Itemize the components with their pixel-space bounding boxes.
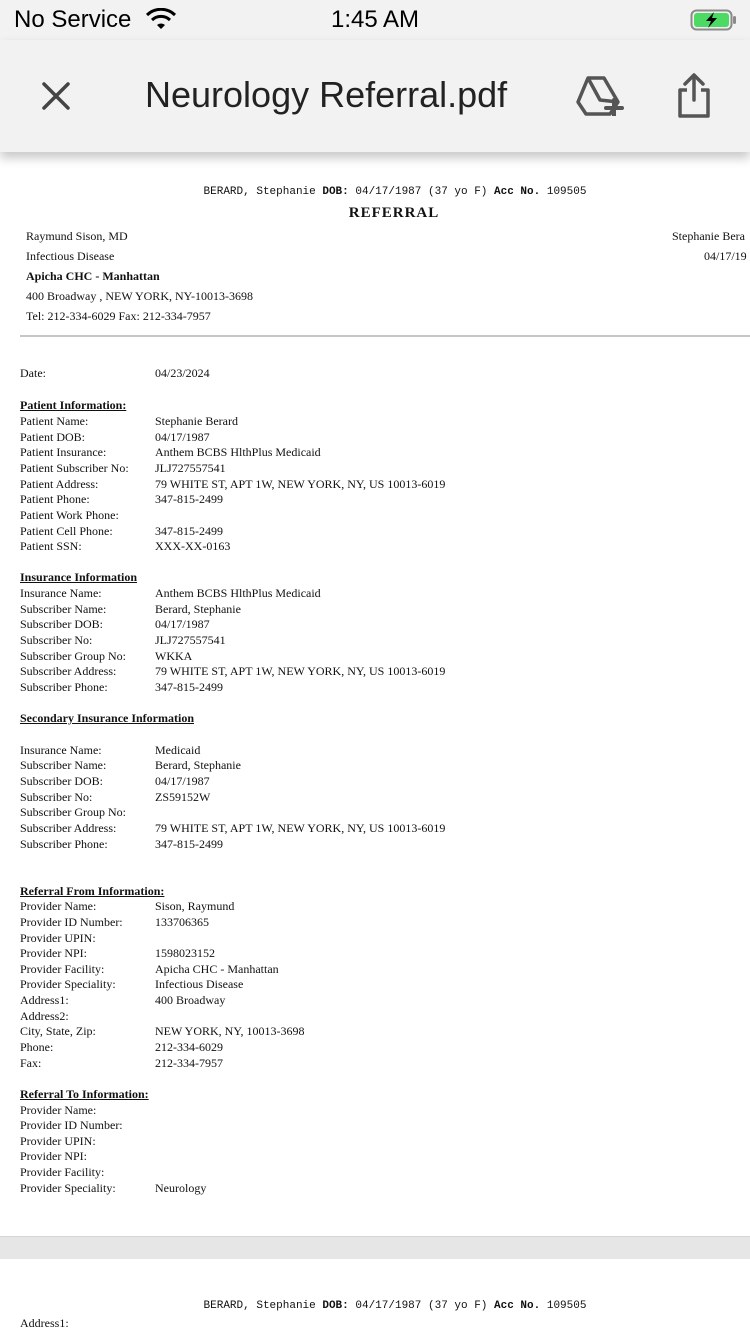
document-title: Neurology Referral.pdf xyxy=(145,74,508,115)
document-header-line-page2: BERARD, Stephanie DOB: 04/17/1987 (37 yo F) Acc No. 109505 xyxy=(203,1300,587,1312)
section-title-patient: Patient Information: xyxy=(20,398,127,412)
section-title-referral-to: Referral To Information: xyxy=(20,1087,149,1101)
status-bar xyxy=(0,0,750,40)
section-title-secondary-insurance: Secondary Insurance Information xyxy=(20,711,195,725)
document-header-line: BERARD, Stephanie DOB: 04/17/1987 (37 yo F) Acc No. 109505 xyxy=(203,186,587,198)
patient-name-header: Stephanie Bera xyxy=(672,229,745,243)
provider-address: 400 Broadway , NEW YORK, NY-10013-3698 xyxy=(26,289,253,303)
viewer-header xyxy=(0,40,750,152)
provider-contact: Tel: 212-334-6029 Fax: 212-334-7957 xyxy=(26,309,211,323)
section-title-referral-from: Referral From Information: xyxy=(20,884,165,898)
section-title-insurance: Insurance Information xyxy=(20,570,138,584)
provider-facility: Apicha CHC - Manhattan xyxy=(26,269,160,283)
add-to-drive-icon[interactable] xyxy=(574,74,624,121)
referral-title: REFERRAL xyxy=(348,205,440,221)
share-icon[interactable] xyxy=(674,72,714,125)
address1-label: Address1: xyxy=(20,1316,69,1330)
patient-dob-header: 04/17/19 xyxy=(704,249,747,263)
battery-charging-icon xyxy=(690,8,738,37)
header-divider xyxy=(20,335,750,337)
pdf-page-1[interactable]: BERARD, Stephanie DOB: 04/17/1987 (37 yo F) Acc No. 109505 REFERRAL Raymund Sison, MD Infectious Disease Apicha CHC - Manhattan 400 Broadway , NEW YORK, NY-10013-3698 Tel: 212-334-6029 Fax: 212-334-7957 Stephanie Bera 04/17/19 Date: 04/23/2024 Patient Information: Patient Name: Stephanie Berard Patient DOB: 04/17/1987 Patient Insurance: Anthem BCBS HlthPlus Medicaid Patient Subscriber No: JLJ727557541 Patient Address: 79 WHITE ST, APT 1W, NEW YORK, NY, US 10013-6019 Patient Phone: 347-815-2499 Patient Work Phone: Patient Cell Phone: 347-815-2499 Patient SSN: XXX-XX-0163 Insurance Information Insurance Name: Anthem BCBS HlthPlus Medicaid Subscriber Name: Berard, Stephanie Subscriber DOB: 04/17/1987 Subscriber No: JLJ727557541 Subscriber Group No: WKKA Subscriber Address: 79 WHITE ST, APT 1W, NEW YORK, NY, US 10013-6019 Subscriber Phone: 347-815-2499 Secondary Insurance Information Insurance Name: Medicaid Subscriber Name: Berard, Stephanie Subscriber DOB: 04/17/1987 Subscriber No: ZS59152W Subscriber Group No: Subscriber Address: 79 WHITE ST, APT 1W, NEW YORK, NY, US 10013-6019 Subscriber Phone: 347-815-2499 Referral From Information: Provider Name: Sison, Raymund Provider ID Number: 133706365 Provider UPIN: Provider NPI: 1598023152 Provider Facility: Apicha CHC - Manhattan Provider Speciality: Infectious Disease Address1: 400 Broadway Address2: City, State, Zip: NEW YORK, NY, 10013-3698 Phone: 212-334-6029 Fax: 212-334-7957 Referral To Information: Provider Name: Provider ID Number: Provider UPIN: Provider NPI: Provider Facility: Provider Speciality: Neurology xyxy=(0,152,750,1236)
pdf-page-2[interactable] xyxy=(0,1259,750,1334)
close-icon[interactable] xyxy=(38,78,74,119)
carrier-label: No Service xyxy=(14,6,132,33)
page-separator xyxy=(0,1236,750,1260)
provider-specialty: Infectious Disease xyxy=(26,249,115,263)
provider-name: Raymund Sison, MD xyxy=(26,229,128,243)
status-time: 1:45 AM xyxy=(330,6,420,33)
